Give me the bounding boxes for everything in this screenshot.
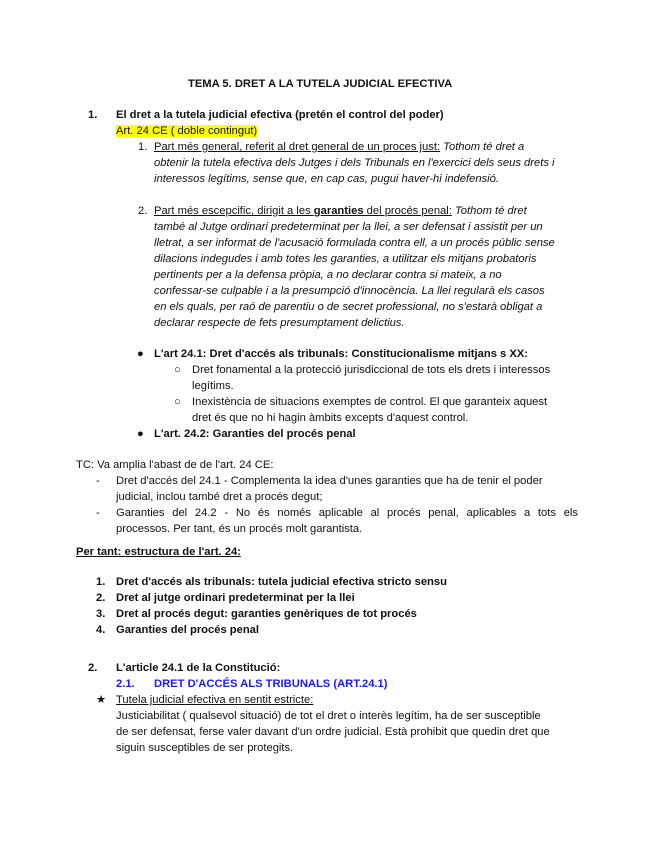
body-line-2: de ser defensat, ferse valer davant d'un ordre judicial. Està prohibit que quedin dret que [116, 726, 550, 738]
bullet-art24-2: L'art. 24.2: Garanties del procés penal [154, 428, 356, 440]
art24-highlight: Art. 24 CE ( doble contingut) [116, 125, 258, 137]
point-2-line-1 [154, 204, 527, 219]
structure-item-number: 3. [96, 608, 106, 620]
structure-item: Dret al jutge ordinari predeterminat per la llei [116, 592, 355, 604]
sub-1-line-2: legítims. [192, 380, 234, 392]
tc-dash-1-line-1: Dret d'accés del 24.1 - Complementa la idea d'unes garanties que ha de tenir el poder [116, 475, 543, 487]
dash-icon: - [96, 507, 100, 519]
section-1-heading: El dret a la tutela judicial efectiva (pretén el control del poder) [116, 109, 444, 121]
structure-item-number: 4. [96, 624, 106, 636]
point-2-line-4: dilacions indegudes i amb totes les garanties, a utilitzar els mitjans probatoris [154, 253, 537, 265]
circle-bullet-icon: ○ [174, 364, 181, 376]
point-1-number: 1. [138, 141, 148, 153]
sub-2-line-2: dret és que no hi hagin àmbits excepts d'aquest control. [192, 412, 469, 424]
bullet-icon: ● [137, 348, 144, 360]
subsection-2-1-number: 2.1. [116, 678, 135, 690]
point-2-line-8: declarar respecte de fets presumptament delictius. [154, 317, 405, 329]
star-icon: ★ [96, 694, 107, 706]
point-2-label: Part més escepcific, dirigit a les garanties del procés penal: [154, 205, 452, 217]
point-1-label: Part més general, referit al dret general de un proces just: [154, 141, 441, 153]
point-2-text: Tothom té dret [454, 205, 527, 217]
section-1-number: 1. [88, 109, 98, 121]
body-line-3: siguin susceptibles de ser protegits. [116, 742, 294, 754]
sub-2-line-1: Inexistència de situacions exemptes de control. El que garanteix aquest [192, 396, 548, 408]
structure-item-number: 2. [96, 592, 106, 604]
bullet-art24-1: L'art 24.1: Dret d'accés als tribunals: Constitucionalisme mitjans s XX: [154, 348, 529, 360]
page-title: TEMA 5. DRET A LA TUTELA JUDICIAL EFECTIVA [188, 78, 453, 90]
point-2-line-5: pertinents per a la defensa pròpia, a no declarar contra si mateix, a no [154, 269, 502, 281]
point-1-text: Tothom té dret a [443, 141, 525, 153]
bullet-icon: ● [137, 428, 144, 440]
structure-item-number: 1. [96, 576, 106, 588]
point-2-number: 2. [138, 205, 148, 217]
body-line-1: Justiciabilitat ( qualsevol situació) de tot el dret o interès legítim, ha de ser susceptible [116, 710, 541, 722]
point-2-line-2: també al Jutge ordinari predeterminat per la llei, a ser defensat i assistit per un [154, 221, 543, 233]
point-1-line-2: obtenir la tutela efectiva dels Jutges i dels Tribunals en l'exercici dels seus drets i [154, 157, 555, 169]
tc-dash-1-line-2: judicial, inclou també dret a procés degut; [116, 491, 323, 503]
sub-1-line-1: Dret fonamental a la protecció jurisdiccional de tots els drets i interessos [192, 364, 551, 376]
structure-item: Dret al procés degut: garanties genèriques de tot procés [116, 608, 417, 620]
tc-dash-2-line-1: Garanties del 24.2 - No és només aplicable al procés penal, aplicables a tots els [116, 507, 578, 519]
section-2-number: 2. [88, 662, 98, 674]
tc-dash-2-line-2: processos. Per tant, és un procés molt garantista. [116, 523, 363, 535]
structure-item: Dret d'accés als tribunals: tutela judicial efectiva stricto sensu [116, 576, 447, 588]
tc-intro: TC: Va amplia l'abast de de l'art. 24 CE: [76, 459, 274, 471]
point-2-line-6: confessar-se culpable i a la presumpció d'innocència. La llei regularà els casos [154, 285, 545, 297]
circle-bullet-icon: ○ [174, 396, 181, 408]
star-label: Tutela judicial efectiva en sentit estricte: [116, 694, 314, 706]
structure-item: Garanties del procés penal [116, 624, 260, 636]
dash-icon: - [96, 475, 100, 487]
section-2-heading: L'article 24.1 de la Constitució: [116, 662, 281, 674]
point-2-line-3: lletrat, a ser informat de l'acusació formulada contra ell, a un procés públic sense [154, 237, 555, 249]
point-1-line-3: interessos legítims, sense que, en cap cas, pugui haver-hi indefensió. [154, 173, 499, 185]
structure-heading: Per tant: estructura de l'art. 24: [76, 546, 241, 558]
subsection-2-1-heading: DRET D'ACCÉS ALS TRIBUNALS (ART.24.1) [154, 678, 388, 690]
point-2-line-7: en els quals, per raó de parentiu o de secret professional, no s'estarà obligat a [154, 301, 543, 313]
point-1-line-1 [154, 140, 524, 155]
